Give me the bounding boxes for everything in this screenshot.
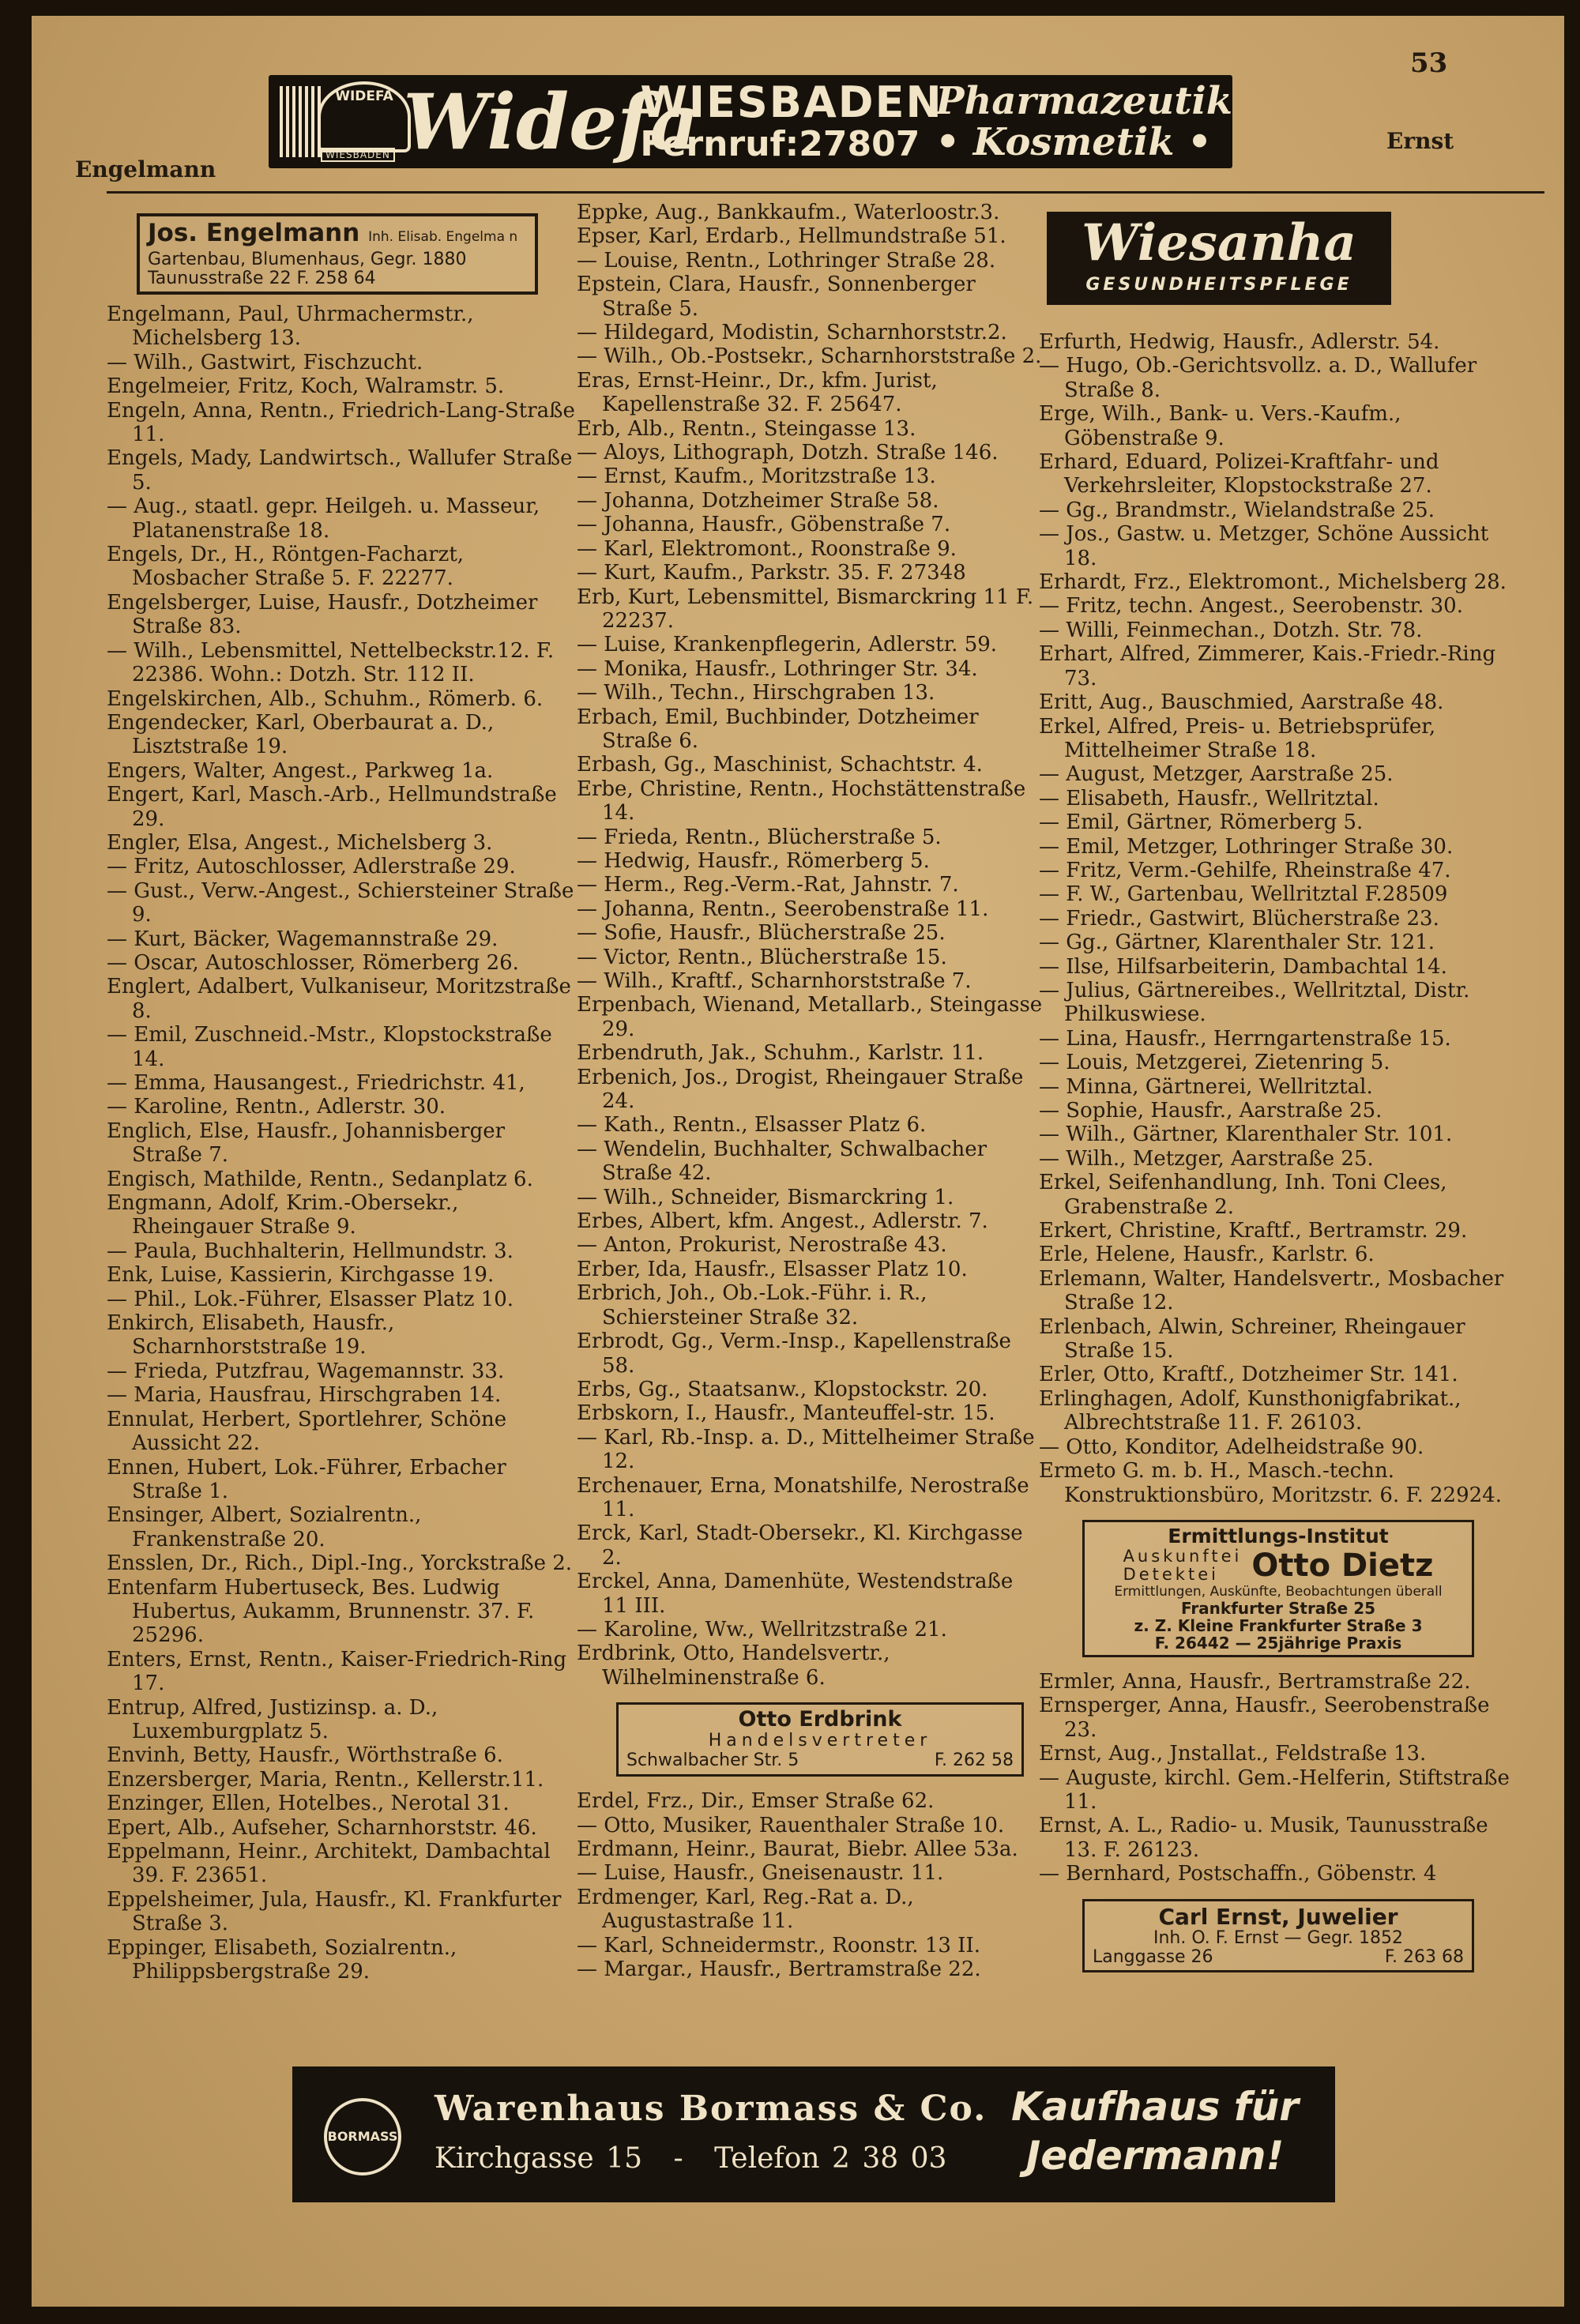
directory-entry: — Wilh., Lebensmittel, Nettelbeckstr.12. F. 22386. Wohn.: Dotzh. Str. 112 II. [107,638,555,687]
directory-entry: — Johanna, Dotzheimer Straße 58. [577,488,939,513]
erdbrink-role: Handelsvertreter [708,1731,932,1751]
header-left: Engelmann [75,156,216,182]
engelmann-line2: Gartenbau, Blumenhaus, Gegr. 1880 [148,250,467,269]
directory-entry: Ennen, Hubert, Lok.-Führer, Erbacher Straße 1. [107,1455,506,1503]
directory-page [32,16,1564,2307]
directory-entry: — Wilh., Schneider, Bismarckring 1. [577,1185,954,1209]
directory-entry: Eppelsheimer, Jula, Hausfr., Kl. Frankfurter Straße 3. [107,1887,562,1936]
directory-entry: — Karl, Elektromont., Roonstraße 9. [577,536,957,561]
directory-entry: Erck, Karl, Stadt-Obersekr., Kl. Kirchgasse 2. [577,1521,1023,1570]
directory-entry: — Karl, Rb.-Insp. a. D., Mittelheimer Straße 12. [577,1425,1035,1474]
ernst-contact [1093,1948,1464,1967]
directory-entry: Engels, Dr., H., Röntgen-Facharzt, Mosbacher Straße 5. F. 22277. [107,543,465,591]
directory-entry: Engelmeier, Fritz, Koch, Walramstr. 5. [107,374,505,399]
directory-entry: Engers, Walter, Angest., Parkweg 1a. [107,758,494,783]
column-2-entries-a [577,201,1043,1690]
bormass-address: Kirchgasse 15 [434,2142,642,2175]
directory-entry: Enzinger, Ellen, Hotelbes., Nerotal 31. [107,1792,510,1816]
directory-entry: Erle, Helene, Hausfr., Karlstr. 6. [1039,1243,1375,1267]
widefa-ad [269,75,1232,168]
directory-entry: Engmann, Adolf, Krim.-Obersekr., Rheingauer Straße 9. [107,1191,459,1239]
directory-entry: — Gust., Verw.-Angest., Schiersteiner Straße 9. [107,878,574,927]
directory-entry: — Wendelin, Buchhalter, Schwalbacher Straße 42. [577,1137,988,1186]
directory-entry: Erbes, Albert, kfm. Angest., Adlerstr. 7. [577,1209,988,1234]
directory-entry: — Karoline, Ww., Wellritzstraße 21. [577,1617,947,1641]
directory-entry: Erge, Wilh., Bank- u. Vers.-Kaufm., Göbenstraße 9. [1039,402,1401,450]
directory-entry: — Minna, Gärtnerei, Wellritztal. [1039,1074,1373,1099]
directory-entry: — Julius, Gärtnereibes., Wellritztal, Distr. Philkuswiese. [1039,978,1470,1027]
column-2-entries-b [577,1789,1043,1981]
bormass-slogan-1: Kaufhaus für [1011,2084,1299,2130]
directory-entry: Erbach, Emil, Buchbinder, Dotzheimer Straße 6. [577,705,979,753]
bormass-name: Warenhaus Bormass & Co. [434,2089,988,2129]
engelmann-owner: Inh. Elisab. Engelma n [368,229,518,245]
erdbrink-box [616,1702,1024,1777]
ernst-box [1082,1899,1474,1972]
directory-entry: Engels, Mady, Landwirtsch., Wallufer Straße 5. [107,446,573,495]
directory-entry: Ensinger, Albert, Sozialrentn., Frankenstraße 20. [107,1503,422,1551]
directory-entry: — Elisabeth, Hausfr., Wellritztal. [1039,786,1379,810]
widefa-mark-sub: WIESBADEN [321,148,395,162]
column-1-entries [107,303,581,1984]
widefa-mark-text: WIDEFA [318,81,411,152]
directory-entry: — Jos., Gastw. u. Metzger, Schöne Aussicht 18. [1039,522,1489,570]
directory-entry: — Johanna, Rentn., Seerobenstraße 11. [577,897,989,921]
directory-entry: Enters, Ernst, Rentn., Kaiser-Friedrich-Ring 17. [107,1647,567,1696]
directory-entry: Ernst, A. L., Radio- u. Musik, Taunusstraße 13. F. 26123. [1039,1814,1488,1862]
directory-entry: — Louis, Metzgerei, Zietenring 5. [1039,1051,1390,1075]
widefa-tagline [935,81,1232,163]
directory-entry: — Luise, Krankenpflegerin, Adlerstr. 59. [577,633,998,657]
directory-entry: Ensslen, Dr., Rich., Dipl.-Ing., Yorckstraße 2. [107,1551,573,1576]
directory-entry: — Willi, Feinmechan., Dotzh. Str. 78. [1039,618,1423,642]
globe-icon: BORMASS [324,2098,401,2175]
directory-entry: Epstein, Clara, Hausfr., Sonnenberger Straße 5. [577,273,976,321]
erdbrink-address: Schwalbacher Str. 5 [626,1751,799,1771]
directory-entry: Enzersberger, Maria, Rentn., Kellerstr.11. [107,1767,544,1792]
directory-entry: Epser, Karl, Erdarb., Hellmundstraße 51. [577,224,1006,249]
directory-entry: — August, Metzger, Aarstraße 25. [1039,762,1394,787]
directory-entry: Engert, Karl, Masch.-Arb., Hellmundstraße 29. [107,783,557,831]
directory-entry: — Lina, Hausfr., Herrngartenstraße 15. [1039,1026,1451,1051]
directory-entry: — Friedr., Gastwirt, Blücherstraße 23. [1039,906,1439,931]
widefa-phone: Fernruf:27807 [640,124,920,164]
bormass-ad [292,2066,1335,2202]
directory-entry: Erkert, Christine, Kraftf., Bertramstr. 29. [1039,1219,1468,1243]
directory-entry: Engisch, Mathilde, Rentn., Sedanplatz 6. [107,1167,533,1191]
directory-entry: — Bernhard, Postschaffn., Göbenstr. 4 [1039,1862,1437,1886]
ernst-phone: F. 263 68 [1384,1946,1464,1967]
directory-entry: — Frieda, Putzfrau, Wagemannstr. 33. [107,1359,505,1383]
directory-entry: — Victor, Rentn., Blücherstraße 15. [577,945,947,969]
directory-entry: Ermeto G. m. b. H., Masch.-techn. Konstruktionsbüro, Moritzstr. 6. F. 22924. [1039,1459,1502,1507]
directory-entry: Erbenich, Jos., Drogist, Rheingauer Straße 24. [577,1065,1024,1114]
directory-entry: — Anton, Prokurist, Nerostraße 43. [577,1233,947,1258]
erdbrink-name: Otto Erdbrink [738,1707,902,1732]
ernst-owner: Inh. O. F. Ernst — Gegr. 1852 [1153,1927,1403,1948]
directory-entry: Erbrich, Joh., Ob.-Lok.-Führ. i. R., Schiersteiner Straße 32. [577,1281,927,1329]
directory-entry: — Oscar, Autoschlosser, Römerberg 26. [107,950,519,975]
header-divider [107,191,1544,194]
directory-entry: — Kurt, Bäcker, Wagemannstraße 29. [107,927,498,951]
directory-entry: Enkirch, Elisabeth, Hausfr., Scharnhorststraße 19. [107,1311,395,1359]
wiesanha-ad [1047,212,1391,305]
directory-entry: — Gg., Gärtner, Klarenthaler Str. 121. [1039,931,1435,955]
engelmann-line3: Taunusstraße 22 F. 258 64 [148,269,376,288]
directory-entry: — Auguste, kirchl. Gem.-Helferin, Stiftstraße 11. [1039,1766,1510,1814]
directory-entry: Eppelmann, Heinr., Architekt, Dambachtal 39. F. 23651. [107,1840,551,1888]
dietz-main-row [1093,1547,1464,1584]
column-3-entries-a [1039,330,1525,1507]
column-2 [577,201,1043,1981]
directory-entry: Erlemann, Walter, Handelsvertr., Mosbacher Straße 12. [1039,1266,1504,1315]
wiesanha-tagline: GESUNDHEITSPFLEGE [1085,275,1352,295]
directory-entry: — Kurt, Kaufm., Parkstr. 35. F. 27348 [577,561,966,585]
directory-entry: — Sofie, Hausfr., Blücherstraße 25. [577,921,946,946]
directory-entry: — Aug., staatl. gepr. Heilgeh. u. Masseur, Platanenstraße 18. [107,495,540,543]
directory-entry: — Karoline, Rentn., Adlerstr. 30. [107,1095,446,1119]
directory-entry: Erbrodt, Gg., Verm.-Insp., Kapellenstraße 58. [577,1329,1011,1378]
bormass-slogan [1011,2082,1299,2180]
dietz-title: Ermittlungs-Institut [1168,1524,1389,1547]
directory-entry: Eritt, Aug., Bauschmied, Aarstraße 48. [1039,690,1444,715]
directory-entry: — Wilh., Gastwirt, Fischzucht. [107,350,423,374]
directory-entry: — Fritz, Verm.-Gehilfe, Rheinstraße 47. [1039,858,1451,882]
directory-entry: — Emil, Zuschneid.-Mstr., Klopstockstraße 14. [107,1023,552,1071]
directory-entry: Ermler, Anna, Hausfr., Bertramstraße 22. [1039,1669,1471,1694]
directory-entry: Engelsberger, Luise, Hausfr., Dotzheimer Straße 83. [107,590,538,639]
directory-entry: — Hugo, Ob.-Gerichtsvollz. a. D., Wallufer Straße 8. [1039,354,1477,402]
widefa-contact [640,77,943,164]
directory-entry: — Kath., Rentn., Elsasser Platz 6. [577,1113,927,1138]
header-right: Ernst [1386,128,1454,154]
column-1 [107,213,581,1984]
directory-entry: Erler, Otto, Kraftf., Dotzheimer Str. 141. [1039,1363,1458,1387]
directory-entry: Erdel, Frz., Dir., Emser Straße 62. [577,1789,935,1814]
widefa-city: WIESBADEN [640,77,943,127]
directory-entry: — Otto, Musiker, Rauenthaler Straße 10. [577,1813,1005,1837]
widefa-line2: • Kosmetik • [935,120,1212,164]
wiesanha-name: Wiesanha [1082,213,1356,273]
directory-entry: Envinh, Betty, Hausfr., Wörthstraße 6. [107,1743,503,1768]
directory-entry: — Ernst, Kaufm., Moritzstraße 13. [577,464,936,489]
directory-entry: Erber, Ida, Hausfr., Elsasser Platz 10. [577,1257,968,1281]
directory-entry: Erfurth, Hedwig, Hausfr., Adlerstr. 54. [1039,330,1440,354]
directory-entry: Erhardt, Frz., Elektromont., Michelsberg 28. [1039,570,1507,595]
column-3 [1039,330,1525,1972]
directory-entry: — Johanna, Hausfr., Göbenstraße 7. [577,513,951,537]
directory-entry: Ernst, Aug., Jnstallat., Feldstraße 13. [1039,1742,1427,1766]
directory-entry: Ennulat, Herbert, Sportlehrer, Schöne Aussicht 22. [107,1407,507,1456]
directory-entry: Entenfarm Hubertuseck, Bes. Ludwig Hubertus, Aukamm, Brunnenstr. 37. F. 25296. [107,1575,535,1648]
directory-entry: — Maria, Hausfrau, Hirschgraben 14. [107,1383,502,1408]
dietz-name: Otto Dietz [1251,1547,1434,1584]
directory-entry: — Herm., Reg.-Verm.-Rat, Jahnstr. 7. [577,873,959,897]
directory-entry: — Sophie, Hausfr., Aarstraße 25. [1039,1099,1382,1123]
directory-entry: Epert, Alb., Aufseher, Scharnhorststr. 46. [107,1815,537,1840]
directory-entry: Erdmann, Heinr., Baurat, Biebr. Allee 53a. [577,1837,1018,1861]
column-3-entries-b [1039,1670,1525,1886]
directory-entry: — Paula, Buchhalterin, Hellmundstr. 3. [107,1239,514,1263]
directory-entry: — Wilh., Kraftf., Scharnhorststraße 7. [577,969,972,993]
directory-entry: Englich, Else, Hausfr., Johannisberger Straße 7. [107,1119,506,1168]
dietz-line-b: Detektei [1123,1564,1219,1584]
directory-entry: Engeln, Anna, Rentn., Friedrich-Lang-Straße 11. [107,398,575,447]
directory-entry: Eppke, Aug., Bankkaufm., Waterloostr.3. [577,201,1000,224]
directory-entry: Erhard, Eduard, Polizei-Kraftfahr- und Verkehrsleiter, Klopstockstraße 27. [1039,450,1439,498]
widefa-mark [269,75,397,168]
directory-entry: Erb, Alb., Rentn., Steingasse 13. [577,416,916,441]
directory-entry: Erlenbach, Alwin, Schreiner, Rheingauer Straße 15. [1039,1314,1465,1363]
bormass-slogan-2: Jedermann! [1025,2133,1285,2179]
directory-entry: Ernsperger, Anna, Hausfr., Seerobenstraße 23. [1039,1694,1490,1742]
directory-entry: Erdmenger, Karl, Reg.-Rat a. D., Augustastraße 11. [577,1885,914,1934]
directory-entry: — Luise, Hausfr., Gneisenaustr. 11. [577,1861,944,1886]
directory-entry: — Hedwig, Hausfr., Römerberg 5. [577,848,930,873]
directory-entry: Erchenauer, Erna, Monatshilfe, Nerostraße 11. [577,1473,1029,1521]
directory-entry: Erlinghagen, Adolf, Kunsthonigfabrikat., Albrechtstraße 11. F. 26103. [1039,1386,1462,1435]
directory-entry: — Wilh., Metzger, Aarstraße 25. [1039,1146,1374,1171]
directory-entry: — Gg., Brandmstr., Wielandstraße 25. [1039,498,1435,522]
widefa-line1: Pharmazeutik [935,79,1232,123]
directory-entry: — Karl, Schneidermstr., Roonstr. 13 II. [577,1933,980,1957]
directory-entry: Erkel, Alfred, Preis- u. Betriebsprüfer, Mittelheimer Straße 18. [1039,714,1436,762]
directory-entry: Englert, Adalbert, Vulkaniseur, Moritzstraße 8. [107,975,571,1023]
bormass-contact: Kirchgasse 15 - Telefon 2 38 03 [434,2142,947,2175]
directory-entry: Erbskorn, I., Hausfr., Manteuffel-str. 15. [577,1401,995,1426]
directory-entry: — Emma, Hausangest., Friedrichstr. 41, [107,1071,525,1095]
directory-entry: Erbs, Gg., Staatsanw., Klopstockstr. 20. [577,1377,988,1401]
dietz-box [1082,1520,1474,1657]
page-number: 53 [1410,47,1448,79]
directory-entry: Erkel, Seifenhandlung, Inh. Toni Clees, Grabenstraße 2. [1039,1171,1447,1219]
directory-entry: — Hildegard, Modistin, Scharnhorststr.2. [577,321,1007,345]
directory-entry: Erbe, Christine, Rentn., Hochstättenstraße 14. [577,777,1026,825]
directory-entry: Erhart, Alfred, Zimmerer, Kais.-Friedr.-Ring 73. [1039,642,1496,690]
directory-entry: — Phil., Lok.-Führer, Elsasser Platz 10. [107,1287,514,1311]
directory-entry: — Fritz, Autoschlosser, Adlerstraße 29. [107,855,516,879]
directory-entry: Entrup, Alfred, Justizinsp. a. D., Luxemburgplatz 5. [107,1695,438,1743]
directory-entry: Erckel, Anna, Damenhüte, Westendstraße 11 III. [577,1570,1014,1618]
directory-entry: — Otto, Konditor, Adelheidstraße 90. [1039,1435,1424,1459]
dietz-address1: Frankfurter Straße 25 [1180,1598,1376,1618]
directory-entry: Engelskirchen, Alb., Schuhm., Römerb. 6. [107,686,544,711]
ernst-name: Carl Ernst, Juwelier [1158,1903,1398,1930]
directory-entry: — Emil, Gärtner, Römerberg 5. [1039,810,1364,835]
directory-entry: Erpenbach, Wienand, Metallarb., Steingasse 29. [577,993,1043,1041]
widefa-logo: Widefa [403,77,699,167]
dietz-kinds [1123,1547,1243,1584]
directory-entry: Enk, Luise, Kassierin, Kirchgasse 19. [107,1263,495,1288]
dietz-services: Ermittlungen, Auskünfte, Beobachtungen überall [1114,1583,1443,1600]
directory-entry: — F. W., Gartenbau, Wellritztal F.28509 [1039,882,1448,907]
directory-entry: Erdbrink, Otto, Handelsvertr., Wilhelminenstraße 6. [577,1641,890,1690]
erdbrink-phone: F. 262 58 [934,1751,1014,1771]
engelmann-name-line [148,220,527,250]
directory-entry: Eppinger, Elisabeth, Sozialrentn., Philippsbergstraße 29. [107,1935,457,1984]
engelmann-name: Jos. Engelmann [148,219,360,247]
directory-entry: — Wilh., Ob.-Postsekr., Scharnhorststraße 2. [577,344,1042,369]
directory-entry: — Wilh., Techn., Hirschgraben 13. [577,681,935,705]
directory-entry: — Monika, Hausfr., Lothringer Str. 34. [577,656,978,681]
directory-entry: — Aloys, Lithograph, Dotzh. Straße 146. [577,441,999,465]
directory-entry: — Ilse, Hilfsarbeiterin, Dambachtal 14. [1039,954,1447,979]
directory-entry: — Wilh., Gärtner, Klarenthaler Str. 101. [1039,1123,1453,1147]
directory-entry: Eras, Ernst-Heinr., Dr., kfm. Jurist, Kapellenstraße 32. F. 25647. [577,368,938,417]
widefa-bars-icon [280,86,322,157]
directory-entry: Engelmann, Paul, Uhrmachermstr., Michelsberg 13. [107,303,474,351]
directory-entry: — Louise, Rentn., Lothringer Straße 28. [577,248,996,273]
dietz-line-a: Auskunftei [1123,1546,1243,1566]
directory-entry: Engendecker, Karl, Oberbaurat a. D., Lisztstraße 19. [107,710,495,759]
dietz-phone: F. 26442 — 25jährige Praxis [1154,1633,1402,1653]
directory-entry: — Emil, Metzger, Lothringer Straße 30. [1039,834,1454,859]
directory-entry: — Fritz, techn. Angest., Seerobenstr. 30. [1039,594,1463,619]
erdbrink-contact [626,1751,1014,1771]
directory-entry: — Frieda, Rentn., Blücherstraße 5. [577,825,942,849]
directory-entry: Erbash, Gg., Maschinist, Schachtstr. 4. [577,753,983,777]
directory-entry: — Margar., Hausfr., Bertramstraße 22. [577,1957,981,1982]
dietz-address2: z. Z. Kleine Frankfurter Straße 3 [1134,1615,1423,1635]
bormass-phone: Telefon 2 38 03 [714,2142,947,2175]
directory-entry: Erbendruth, Jak., Schuhm., Karlstr. 11. [577,1041,984,1066]
engelmann-box [137,213,538,295]
ernst-address: Langgasse 26 [1093,1946,1213,1967]
directory-entry: Engler, Elsa, Angest., Michelsberg 3. [107,830,493,855]
directory-entry: Erb, Kurt, Lebensmittel, Bismarckring 11 F. 22237. [577,585,1034,633]
